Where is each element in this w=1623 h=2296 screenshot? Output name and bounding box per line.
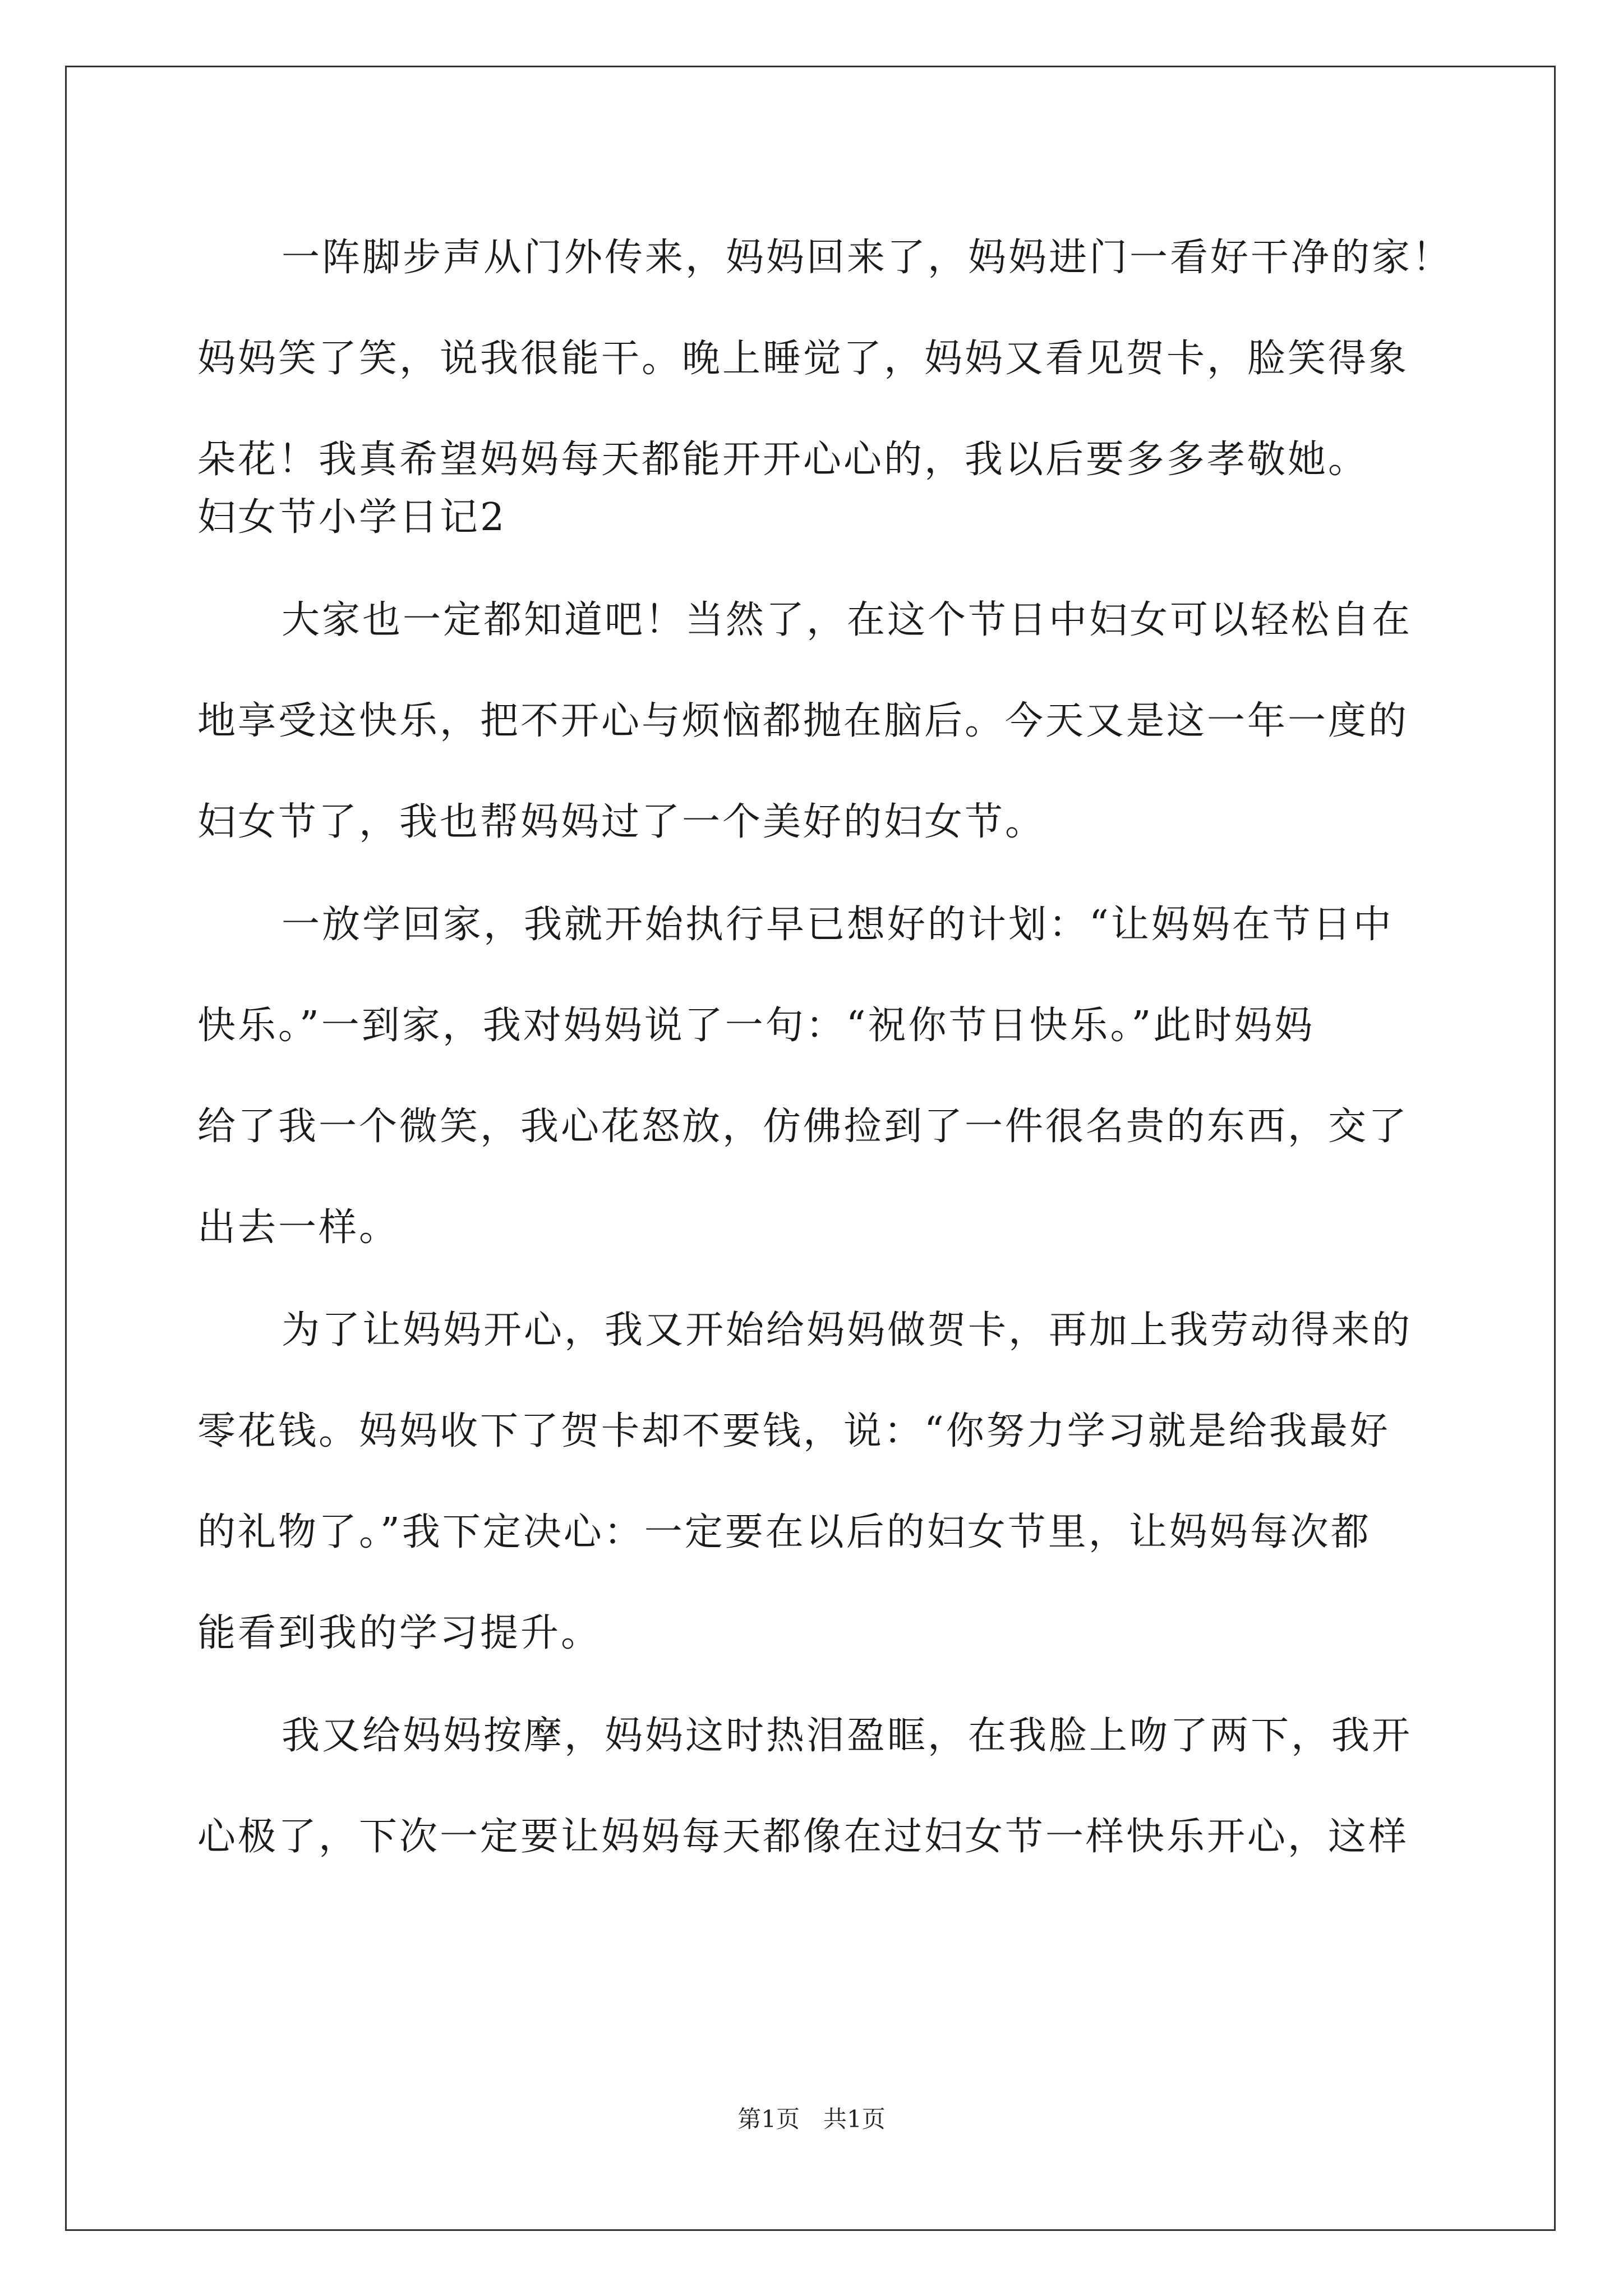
paragraph-line: 妈妈笑了笑，说我很能干。晚上睡觉了，妈妈又看见贺卡，脸笑得象 <box>197 337 1409 381</box>
paragraph-line: 心极了，下次一定要让妈妈每天都像在过妇女节一样快乐开心，这样 <box>197 1815 1409 1859</box>
paragraph-line: 快乐。”一到家，我对妈妈说了一句：“祝你节日快乐。”此时妈妈 <box>197 1004 1315 1048</box>
paragraph-2 <box>197 570 1426 873</box>
paragraph-5 <box>197 1686 1426 1888</box>
paragraph-line: 为了让妈妈开心，我又开始给妈妈做贺卡，再加上我劳动得来的 <box>282 1308 1413 1352</box>
paragraph-line: 零花钱。妈妈收下了贺卡却不要钱，说：“你努力学习就是给我最好 <box>197 1409 1390 1453</box>
section-heading: 妇女节小学日记2 <box>197 495 507 540</box>
paragraph-line: 一放学回家，我就开始执行早已想好的计划：“让妈妈在节日中 <box>282 903 1394 947</box>
paragraph-1 <box>197 208 1453 482</box>
paragraph-line: 朵花！我真希望妈妈每天都能开开心心的，我以后要多多孝敬她。 <box>197 438 1369 482</box>
paragraph-line: 的礼物了。”我下定决心：一定要在以后的妇女节里，让妈妈每次都 <box>197 1510 1371 1554</box>
paragraph-line: 妇女节了，我也帮妈妈过了一个美好的妇女节。 <box>197 800 1046 844</box>
document-body <box>197 208 1453 1888</box>
paragraph-4 <box>197 1280 1426 1684</box>
paragraph-line: 能看到我的学习提升。 <box>197 1611 602 1655</box>
paragraph-line: 地享受这快乐，把不开心与烦恼都抛在脑后。今天又是这一年一度的 <box>197 699 1409 743</box>
paragraph-line: 我又给妈妈按摩，妈妈这时热泪盈眶，在我脸上吻了两下，我开 <box>282 1714 1413 1758</box>
paragraph-line: 一阵脚步声从门外传来，妈妈回来了，妈妈进门一看好干净的家！ <box>282 236 1453 280</box>
paragraph-line: 出去一样。 <box>197 1205 400 1250</box>
paragraph-line: 给了我一个微笑，我心花怒放，仿佛捡到了一件很名贵的东西，交了 <box>197 1105 1409 1149</box>
page-number-footer: 第1页 共1页 <box>737 2105 886 2133</box>
paragraph-line: 大家也一定都知道吧！当然了，在这个节日中妇女可以轻松自在 <box>282 598 1413 642</box>
paragraph-3 <box>197 875 1426 1278</box>
